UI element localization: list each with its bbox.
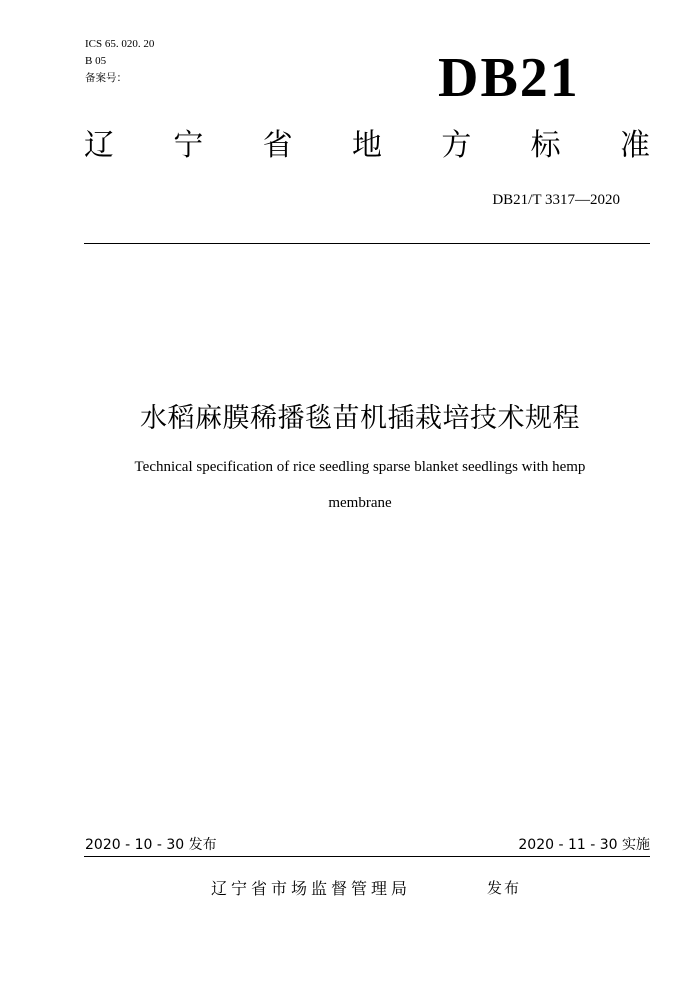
issuing-authority: 辽宁省市场监督管理局 xyxy=(211,879,412,898)
standard-code-logo: DB21 xyxy=(438,47,580,109)
footer-divider xyxy=(84,856,650,857)
standard-type-char: 准 xyxy=(619,128,650,163)
title-english-line-1: Technical specification of rice seedling sparse blanket seedlings with hemp xyxy=(134,459,586,475)
ics-code: ICS 65. 020. 20 xyxy=(85,38,155,50)
implementation-date: 2020 - 11 - 30 实施 xyxy=(518,837,650,853)
standard-type-char: 宁 xyxy=(173,128,204,163)
ccs-code: B 05 xyxy=(85,55,107,67)
standard-type-char: 标 xyxy=(530,128,561,163)
standard-number: DB21/T 3317—2020 xyxy=(492,192,620,208)
standard-type-heading xyxy=(84,126,650,166)
standard-type-char: 地 xyxy=(351,128,382,163)
standard-type-char: 辽 xyxy=(84,128,114,163)
filing-number-label: 备案号： xyxy=(85,72,127,84)
standard-type-char: 方 xyxy=(441,128,472,163)
title-chinese: 水稻麻膜稀播毯苗机插栽培技术规程 xyxy=(140,403,580,434)
issue-date: 2020 - 10 - 30 发布 xyxy=(85,837,217,853)
issuing-action: 发布 xyxy=(487,879,522,897)
title-english-line-2: membrane xyxy=(328,495,392,511)
standard-type-char: 省 xyxy=(262,128,293,163)
header-divider xyxy=(84,243,650,244)
